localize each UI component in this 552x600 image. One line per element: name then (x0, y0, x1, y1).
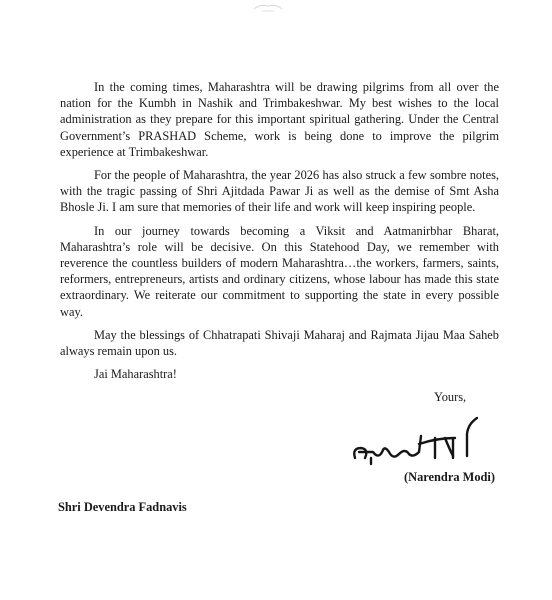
recipient-name: Shri Devendra Fadnavis (58, 500, 187, 514)
valediction: Yours, (434, 390, 467, 404)
paragraph-viksit-bharat: In our journey towards becoming a Viksit and Aatmanirbhar Bharat, Maharashtra’s role will be decisive. On this Statehood Day, we remember with reverence the countless builders of modern Maharashtra…the workers, farmers, saints, reformers, entrepreneurs, artists and ordinary citizens, whose labour has made this state extraordinary. We reiterate our commitment to supporting the state in every possible way. (60, 223, 499, 319)
signer-name: (Narendra Modi) (404, 470, 495, 484)
paragraph-tributes: For the people of Maharashtra, the year 2026 has also struck a few sombre notes, with the tragic passing of Shri Ajitdada Pawar Ji as well as the demise of Smt Asha Bhosle Ji. I am sure that memories of their life and work will keep inspiring people. (60, 168, 499, 215)
paragraph-blessings: May the blessings of Chhatrapati Shivaji Maharaj and Rajmata Jijau Maa Saheb always remain upon us. (60, 327, 499, 359)
handwritten-signature (349, 408, 499, 468)
closing-line: Jai Maharashtra! (94, 367, 177, 382)
paragraph-kumbh: In the coming times, Maharashtra will be drawing pilgrims from all over the nation for the Kumbh in Nashik and Trimbakeshwar. My best wishes to the local administration as they prepare for this important spiritual gathering. Under the Central Government’s PRASHAD Scheme, work is being done to improve the pilgrim experience at Trimbakeshwar. (60, 80, 499, 159)
letter-body (60, 79, 499, 382)
emblem-mark (248, 0, 288, 10)
